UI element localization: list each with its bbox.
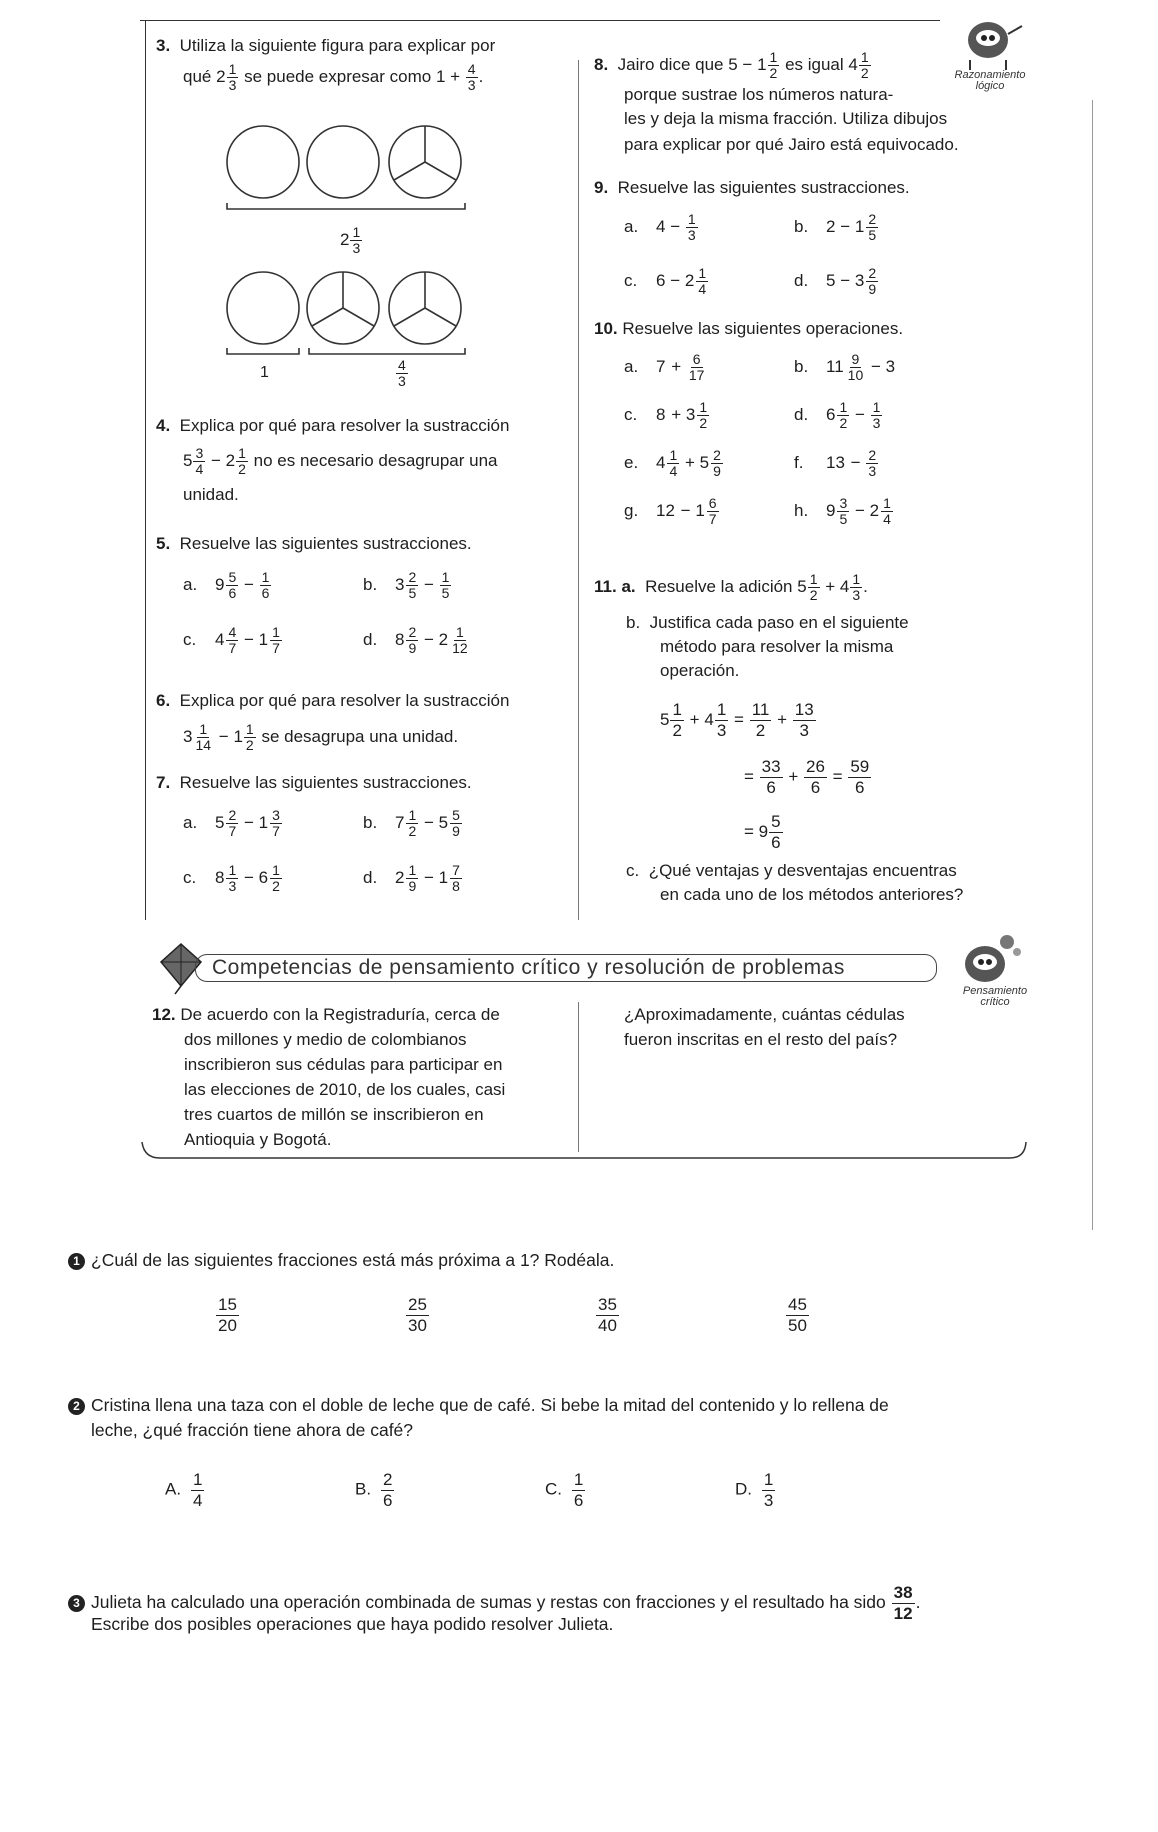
circle-whole-2 xyxy=(307,126,379,198)
p3-line1: 3 Julieta ha calculado una operación combinada de sumas y restas con fracciones y el resultado ha sido $\frac{38}{12}$ . xyxy=(68,1583,920,1624)
whole-part: 1 xyxy=(438,867,449,887)
q7-heading: 7. Resuelve las siguientes sustracciones. xyxy=(156,773,472,792)
whole-part: 4 xyxy=(656,452,666,472)
whole-part: 2 xyxy=(438,629,449,649)
q11-step1: 5 $\frac{1}{2}$ + 4 $\frac{1}{3}$ = $\frac{11}{2}$ + $\frac{13}{3}$ xyxy=(660,700,814,740)
circle-whole-1 xyxy=(227,126,299,198)
exercise-item: a. 5 $\frac{2}{7}$ − 1 $\frac{3}{7}$ xyxy=(183,807,280,839)
exercise-item: d. 2 $\frac{1}{9}$ − 1 $\frac{7}{8}$ xyxy=(363,862,460,894)
whole-part: 7 xyxy=(656,356,666,376)
fraction: $\frac{4}{7}$ xyxy=(228,624,237,656)
whole-part: 5 xyxy=(699,452,710,472)
fraction: $\frac{3}{5}$ xyxy=(839,495,848,527)
answer-option[interactable]: A. $\frac{1}{4}$ xyxy=(165,1470,203,1510)
fraction: $\frac{2}{7}$ xyxy=(228,807,237,839)
whole-part: 6 xyxy=(258,867,269,887)
fraction: $\frac{1}{9}$ xyxy=(408,862,417,894)
q11-a: 11. a. Resuelve la adición 5 $\frac{1}{2}$ + 4 $\frac{1}{3}$ . xyxy=(594,571,868,603)
badge-pensamiento: Pensamiento crítico xyxy=(962,985,1028,1008)
whole-part: 3 xyxy=(685,404,696,424)
fraction: $\frac{6}{17}$ xyxy=(688,351,705,383)
q11-b-line1: b. Justifica cada paso en el siguiente xyxy=(626,613,909,632)
fraction: $\frac{6}{7}$ xyxy=(708,495,717,527)
option-fraction[interactable]: $\frac{35}{40}$ xyxy=(598,1295,617,1335)
fraction: $\frac{1}{4}$ xyxy=(883,495,891,527)
option-fraction[interactable]: $\frac{25}{30}$ xyxy=(408,1295,427,1335)
q12-line1: 12. De acuerdo con la Registraduría, cerca de xyxy=(152,1005,500,1024)
top-rule xyxy=(140,20,940,21)
whole-part: 3 xyxy=(395,574,405,594)
p1-text: 1 ¿Cuál de las siguientes fracciones está más próxima a 1? Rodéala. xyxy=(68,1248,614,1273)
fraction: $\frac{1}{2}$ xyxy=(839,399,848,431)
whole-part: 2 xyxy=(395,867,405,887)
exercise-item: a. 4 − $\frac{1}{3}$ xyxy=(624,211,696,243)
whole-part: 2 xyxy=(869,500,880,520)
exercise-item: a. 7 + $\frac{6}{17}$ xyxy=(624,351,705,383)
fraction: $\frac{5}{9}$ xyxy=(452,807,460,839)
exercise-item: b. 7 $\frac{1}{2}$ − 5 $\frac{5}{9}$ xyxy=(363,807,460,839)
fraction: $\frac{9}{10}$ xyxy=(847,351,864,383)
q11-b-line3: operación. xyxy=(660,661,740,680)
left-rule xyxy=(145,20,146,920)
q12-right2: fueron inscritas en el resto del país? xyxy=(624,1030,898,1049)
whole-part: 2 xyxy=(684,270,695,290)
answer-option[interactable]: D. $\frac{1}{3}$ xyxy=(735,1470,774,1510)
fraction: $\frac{5}{6}$ xyxy=(228,569,237,601)
whole-part: 9 xyxy=(826,500,836,520)
exercise-item: c. 6 − 2 $\frac{1}{4}$ xyxy=(624,265,707,297)
q5-heading: 5. Resuelve las siguientes sustracciones. xyxy=(156,534,472,553)
whole-part: 8 xyxy=(215,867,225,887)
fraction: $\frac{2}{5}$ xyxy=(868,211,877,243)
right-margin-rule xyxy=(1092,100,1093,1230)
q3-label-one: 1 xyxy=(260,364,269,381)
robot-mascot-icon xyxy=(948,14,1028,72)
fraction: $\frac{1}{3}$ xyxy=(687,211,696,243)
whole-part: 13 xyxy=(826,452,845,472)
q12-divider xyxy=(578,1002,579,1152)
fraction: $\frac{1}{4}$ xyxy=(669,447,678,479)
exercise-item: c. 8 + 3 $\frac{1}{2}$ xyxy=(624,399,708,431)
fraction: $\frac{1}{2}$ xyxy=(699,399,708,431)
q4-line2: 5 $\frac{3}{4}$ − 2 $\frac{1}{2}$ no es necesario desagrupar una xyxy=(183,445,498,477)
section-title: Competencias de pensamiento crítico y resolución de problemas xyxy=(212,956,845,979)
exercise-item: a. 9 $\frac{5}{6}$ − $\frac{1}{6}$ xyxy=(183,569,270,601)
exercise-item: b. 2 − 1 $\frac{2}{5}$ xyxy=(794,211,877,243)
q6-line1: 6. Explica por qué para resolver la sustracción xyxy=(156,691,510,710)
q3-fraction-figure xyxy=(225,125,490,390)
q11-c-line1: c. ¿Qué ventajas y desventajas encuentras xyxy=(626,861,957,880)
q12-line3: inscribieron sus cédulas para participar en xyxy=(184,1055,503,1074)
option-fraction[interactable]: $\frac{15}{20}$ xyxy=(218,1295,237,1335)
q12-line5: tres cuartos de millón se inscribieron en xyxy=(184,1105,484,1124)
q12-line6: Antioquia y Bogotá. xyxy=(184,1130,332,1149)
fraction: $\frac{1}{3}$ xyxy=(228,862,237,894)
fraction: $\frac{1}{5}$ xyxy=(441,569,450,601)
q11-step2: = $\frac{33}{6}$ + $\frac{26}{6}$ = $\frac{59}{6}$ xyxy=(744,757,870,797)
fraction: $\frac{1}{12}$ xyxy=(452,624,468,656)
p1-fractions xyxy=(0,1295,1158,1355)
whole-part: 3 xyxy=(854,270,865,290)
fraction: $\frac{3}{7}$ xyxy=(272,807,280,839)
whole-part: 6 xyxy=(826,404,836,424)
q8-line3: les y deja la misma fracción. Utiliza dibujos xyxy=(624,109,948,128)
fraction: $\frac{1}{3}$ xyxy=(872,399,881,431)
q12-line4: las elecciones de 2010, de los cuales, casi xyxy=(184,1080,506,1099)
fraction: $\frac{2}{3}$ xyxy=(868,447,877,479)
whole-part: 1 xyxy=(258,629,269,649)
q12-right1: ¿Aproximadamente, cuántas cédulas xyxy=(624,1005,905,1024)
whole-part: 8 xyxy=(395,629,405,649)
q4-line3: unidad. xyxy=(183,485,239,504)
exercise-item: c. 8 $\frac{1}{3}$ − 6 $\frac{1}{2}$ xyxy=(183,862,280,894)
q10-heading: 10. Resuelve las siguientes operaciones. xyxy=(594,319,904,338)
whole-part: 11 xyxy=(826,356,844,376)
q6-line2: 3 $\frac{1}{14}$ − 1 $\frac{1}{2}$ se desagrupa una unidad. xyxy=(183,721,459,753)
whole-part: 1 xyxy=(258,812,269,832)
fraction: $\frac{2}{9}$ xyxy=(713,447,721,479)
q8-line1: 8. Jairo dice que 5 − 1 $\frac{1}{2}$ es igual 4 $\frac{1}{2}$ xyxy=(594,49,869,81)
q8-line4: para explicar por qué Jairo está equivocado. xyxy=(624,135,959,154)
fraction: $\frac{2}{5}$ xyxy=(408,569,417,601)
fraction: $\frac{2}{9}$ xyxy=(868,265,877,297)
p2-line2: leche, ¿qué fracción tiene ahora de café? xyxy=(91,1420,414,1440)
fraction: $\frac{1}{7}$ xyxy=(272,624,280,656)
fraction: $\frac{2}{9}$ xyxy=(408,624,417,656)
q9-heading: 9. Resuelve las siguientes sustracciones. xyxy=(594,178,910,197)
q3-label-top: 2 $\frac{1}{3}$ xyxy=(340,224,361,256)
exercise-item: d. 6 $\frac{1}{2}$ − $\frac{1}{3}$ xyxy=(794,399,881,431)
exercise-item: g. 12 − 1 $\frac{6}{7}$ xyxy=(624,495,717,527)
q8-line2: porque sustrae los números natura- xyxy=(624,85,894,104)
q11-c-line2: en cada uno de los métodos anteriores? xyxy=(660,885,964,904)
q11-step3: = 9 $\frac{5}{6}$ xyxy=(744,812,781,852)
column-divider xyxy=(578,60,579,920)
whole-part: 8 xyxy=(656,404,666,424)
q4-line1: 4. Explica por qué para resolver la sustracción xyxy=(156,416,510,435)
exercise-item: b. 11 $\frac{9}{10}$ − 3 xyxy=(794,351,896,383)
whole-part: 7 xyxy=(395,812,405,832)
badge-razonamiento: Razonamiento lógico xyxy=(954,69,1026,92)
answer-option[interactable]: C. $\frac{1}{6}$ xyxy=(545,1470,584,1510)
p2-options xyxy=(0,1470,1158,1530)
exercise-item: c. 4 $\frac{4}{7}$ − 1 $\frac{1}{7}$ xyxy=(183,624,280,656)
fraction: $\frac{1}{2}$ xyxy=(272,862,280,894)
whole-part: 12 xyxy=(656,500,675,520)
whole-part: 5 xyxy=(215,812,225,832)
q3-line2: qué 2 $\frac{1}{3}$ se puede expresar como 1 + $\frac{4}{3}$ . xyxy=(183,61,484,93)
q11-b-line2: método para resolver la misma xyxy=(660,637,894,656)
p3-line2: Escribe dos posibles operaciones que haya podido resolver Julieta. xyxy=(91,1614,614,1634)
circle-whole-3 xyxy=(227,272,299,344)
fraction: $\frac{1}{2}$ xyxy=(408,807,417,839)
thinking-mascot-icon xyxy=(955,930,1025,986)
exercise-item: d. 8 $\frac{2}{9}$ − 2 $\frac{1}{12}$ xyxy=(363,624,468,656)
whole-part: 5 xyxy=(438,812,449,832)
whole-part: 1 xyxy=(695,500,705,520)
q3-label-four-thirds: $\frac{4}{3}$ xyxy=(398,357,406,389)
whole-part: 1 xyxy=(854,216,865,236)
option-fraction[interactable]: $\frac{45}{50}$ xyxy=(788,1295,807,1335)
exercise-item: e. 4 $\frac{1}{4}$ + 5 $\frac{2}{9}$ xyxy=(624,447,721,479)
fraction: $\frac{7}{8}$ xyxy=(452,862,460,894)
q3-line1: 3. Utiliza la siguiente figura para explicar por xyxy=(156,36,496,55)
whole-part: 3 xyxy=(885,356,896,376)
exercise-item: f. 13 − $\frac{2}{3}$ xyxy=(794,447,877,479)
section-bottom-border xyxy=(140,1140,1030,1170)
exercise-item: h. 9 $\frac{3}{5}$ − 2 $\frac{1}{4}$ xyxy=(794,495,891,527)
fraction: $\frac{1}{4}$ xyxy=(698,265,707,297)
whole-part: 9 xyxy=(215,574,225,594)
answer-option[interactable]: B. $\frac{2}{6}$ xyxy=(355,1470,393,1510)
exercise-item: d. 5 − 3 $\frac{2}{9}$ xyxy=(794,265,877,297)
exercise-item: b. 3 $\frac{2}{5}$ − $\frac{1}{5}$ xyxy=(363,569,450,601)
fraction: $\frac{1}{6}$ xyxy=(261,569,270,601)
whole-part: 4 xyxy=(215,629,225,649)
p2-line1: 2 Cristina llena una taza con el doble de leche que de café. Si bebe la mitad del contenido y lo rellena de xyxy=(68,1393,889,1418)
q12-line2: dos millones y medio de colombianos xyxy=(184,1030,467,1049)
